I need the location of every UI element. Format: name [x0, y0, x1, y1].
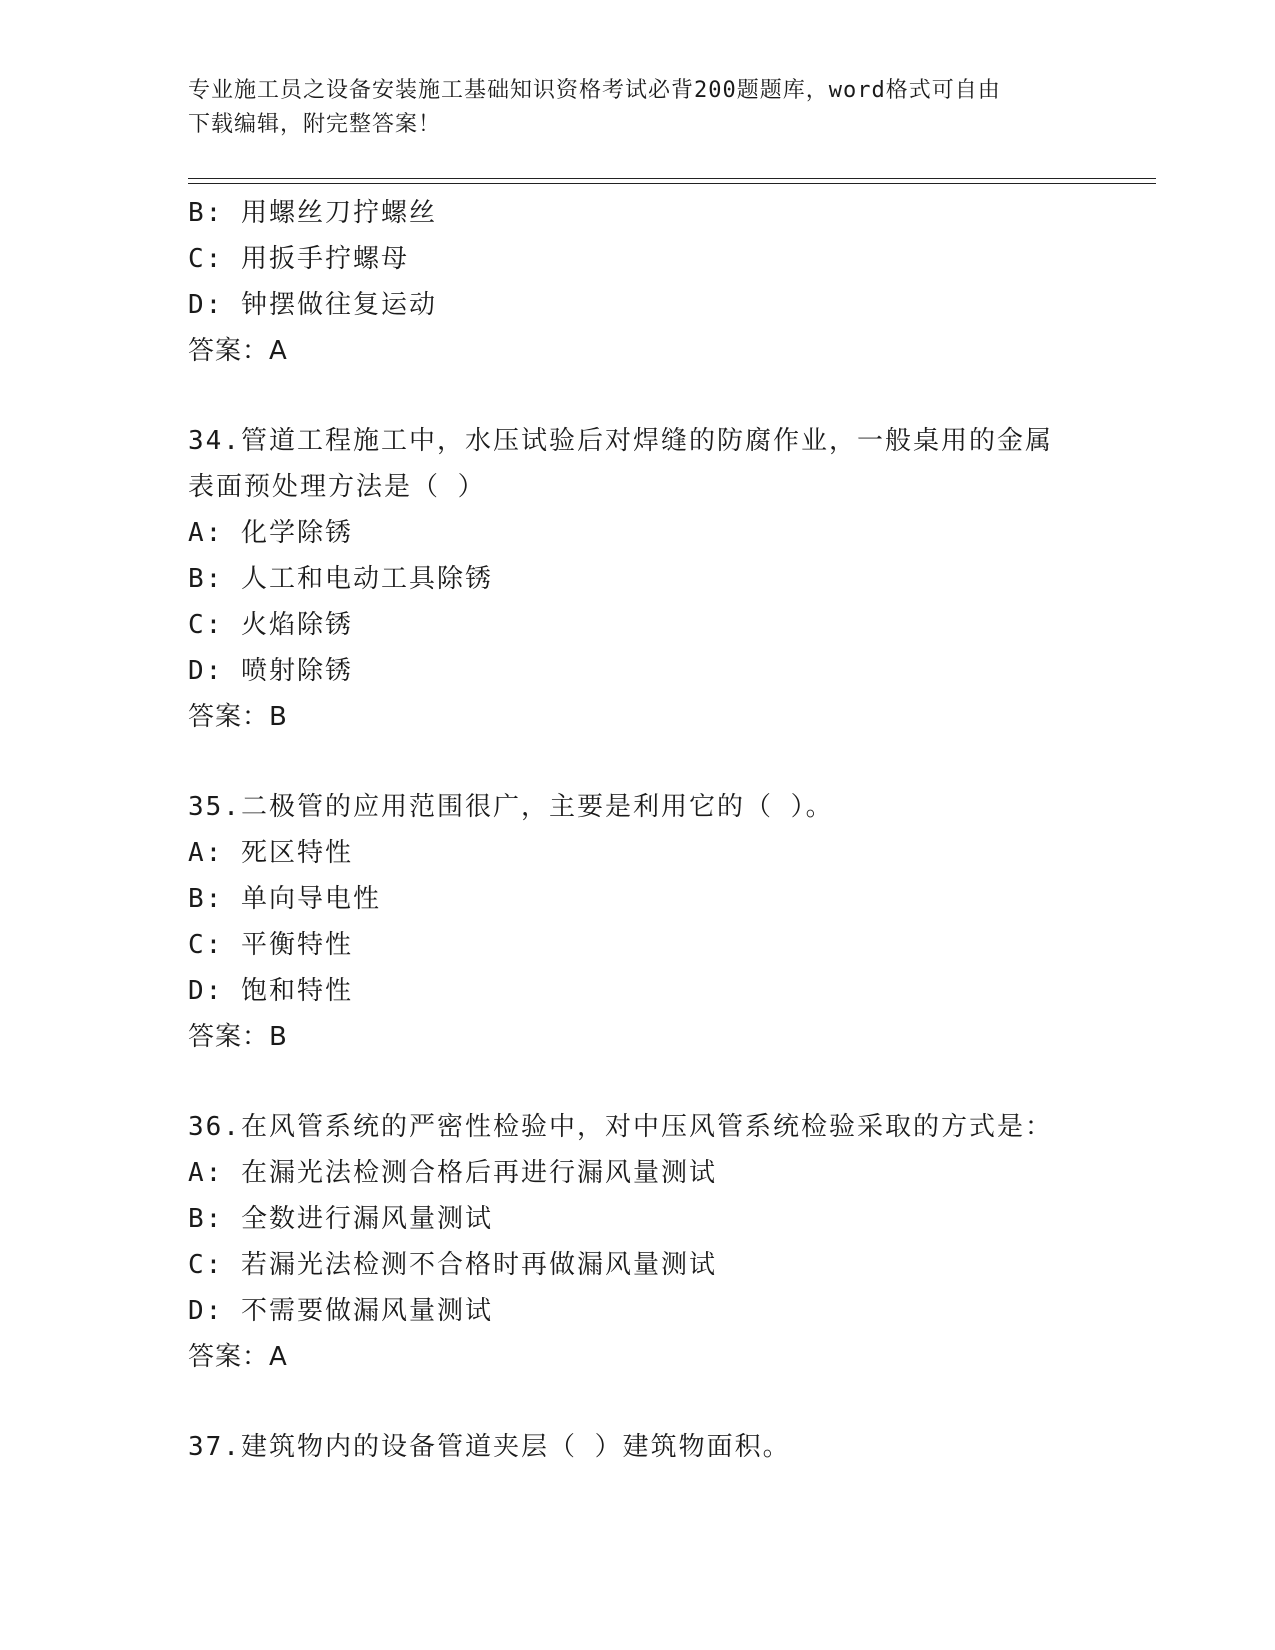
question-stem-continued: 表面预处理方法是（ ）: [188, 472, 486, 502]
question-stem: 34.管道工程施工中，水压试验后对焊缝的防腐作业，一般桌用的金属: [188, 426, 1053, 456]
question-stem: 36.在风管系统的严密性检验中，对中压风管系统检验采取的方式是：: [188, 1112, 1053, 1142]
option-c: C: 火焰除锈: [188, 610, 353, 640]
option-b: B: 单向导电性: [188, 884, 381, 914]
option-b: B: 用螺丝刀拧螺丝: [188, 198, 437, 228]
question-block-36: [188, 1104, 1088, 1380]
answer-line: 答案：B: [188, 702, 288, 732]
header-title-line-1: 专业施工员之设备安装施工基础知识资格考试必背200题题库，word格式可自由: [188, 78, 1001, 103]
header-divider-bottom: [188, 183, 1156, 184]
question-block-33: [188, 190, 1088, 374]
option-b: B: 人工和电动工具除锈: [188, 564, 493, 594]
question-block-35: [188, 784, 1088, 1060]
answer-line: 答案：A: [188, 1342, 288, 1372]
question-list: [188, 190, 1088, 1470]
option-d: D: 不需要做漏风量测试: [188, 1296, 493, 1326]
question-stem: 37.建筑物内的设备管道夹层（ ）建筑物面积。: [188, 1432, 791, 1462]
question-block-37: [188, 1424, 1088, 1470]
answer-line: 答案：A: [188, 336, 288, 366]
question-stem: 35.二极管的应用范围很广，主要是利用它的（ ）。: [188, 792, 834, 822]
header-title-line-2: 下载编辑，附完整答案！: [188, 112, 442, 137]
option-c: C: 若漏光法检测不合格时再做漏风量测试: [188, 1250, 717, 1280]
document-header: [188, 74, 1088, 142]
option-a: A: 死区特性: [188, 838, 353, 868]
option-c: C: 平衡特性: [188, 930, 353, 960]
answer-line: 答案：B: [188, 1022, 288, 1052]
option-d: D: 喷射除锈: [188, 656, 353, 686]
option-c: C: 用扳手拧螺母: [188, 244, 409, 274]
option-b: B: 全数进行漏风量测试: [188, 1204, 493, 1234]
header-divider-top: [188, 178, 1156, 179]
option-d: D: 钟摆做往复运动: [188, 290, 437, 320]
option-a: A: 在漏光法检测合格后再进行漏风量测试: [188, 1158, 717, 1188]
option-d: D: 饱和特性: [188, 976, 353, 1006]
question-block-34: [188, 418, 1088, 740]
option-a: A: 化学除锈: [188, 518, 353, 548]
